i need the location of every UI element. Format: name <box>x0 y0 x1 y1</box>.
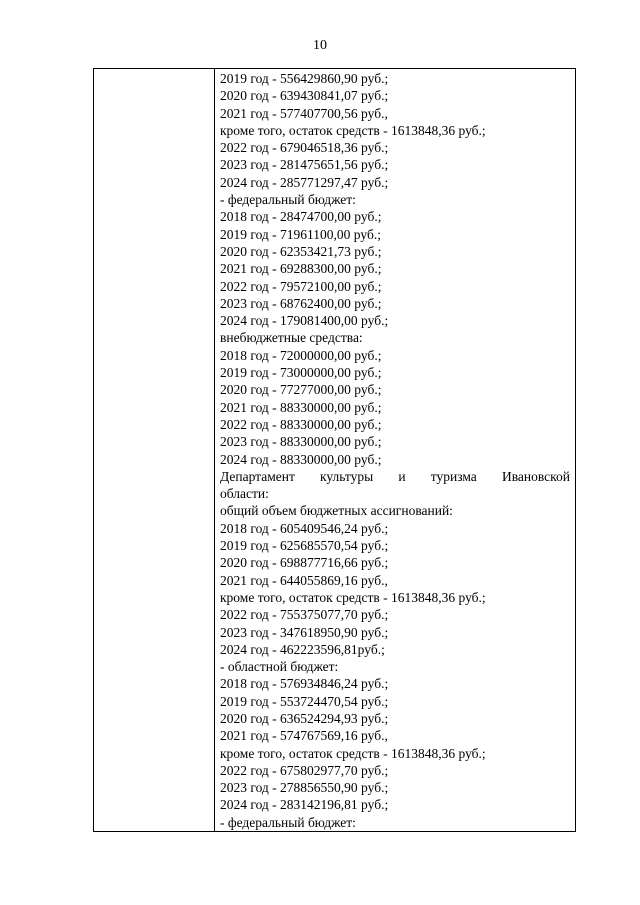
text-line: 2020 год - 77277000,00 руб.; <box>220 382 382 398</box>
text-line: 2024 год - 285771297,47 руб.; <box>220 174 389 190</box>
text-line: общий объем бюджетных ассигнований: <box>220 503 453 519</box>
text-line: 2023 год - 281475651,56 руб.; <box>220 157 389 173</box>
text-line: 2024 год - 283142196,81 руб.; <box>220 797 389 813</box>
text-line: кроме того, остаток средств - 1613848,36 руб.; <box>220 589 486 605</box>
text-line: 2019 год - 71961100,00 руб.; <box>220 226 381 242</box>
text-line: 2023 год - 68762400,00 руб.; <box>220 295 382 311</box>
text-line: 2019 год - 556429860,90 руб.; <box>220 71 389 86</box>
column-divider <box>214 69 215 831</box>
text-line: 2018 год - 576934846,24 руб.; <box>220 676 389 692</box>
text-line: 2022 год - 755375077,70 руб.; <box>220 607 389 623</box>
text-line: 2020 год - 62353421,73 руб.; <box>220 243 382 259</box>
text-line: 2021 год - 577407700,56 руб., <box>220 105 388 121</box>
text-line: 2024 год - 88330000,00 руб.; <box>220 451 382 467</box>
text-line: 2019 год - 73000000,00 руб.; <box>220 365 382 381</box>
page-number: 10 <box>313 38 327 53</box>
text-line: 2021 год - 644055869,16 руб., <box>220 572 388 588</box>
text-line: 2024 год - 462223596,81руб.; <box>220 641 385 657</box>
budget-table <box>93 68 576 832</box>
text-line: внебюджетные средства: <box>220 330 363 346</box>
text-line: 2021 год - 69288300,00 руб.; <box>220 261 382 277</box>
text-line: - федеральный бюджет: <box>220 814 356 830</box>
text-line: 2023 год - 278856550,90 руб.; <box>220 780 389 796</box>
text-line: кроме того, остаток средств - 1613848,36 руб.; <box>220 745 486 761</box>
text-line: 2018 год - 605409546,24 руб.; <box>220 520 389 536</box>
text-line: 2023 год - 347618950,90 руб.; <box>220 624 389 640</box>
text-line: - федеральный бюджет: <box>220 192 356 208</box>
text-line: - областной бюджет: <box>220 659 339 675</box>
text-line: области: <box>220 486 269 502</box>
text-line: 2020 год - 636524294,93 руб.; <box>220 710 389 726</box>
text-line: 2023 год - 88330000,00 руб.; <box>220 434 382 450</box>
table-cell-budget-text <box>220 70 570 831</box>
text-line: 2019 год - 553724470,54 руб.; <box>220 693 389 709</box>
text-line: 2018 год - 28474700,00 руб.; <box>220 209 382 225</box>
text-line: кроме того, остаток средств - 1613848,36 руб.; <box>220 122 486 138</box>
text-line: 2020 год - 639430841,07 руб.; <box>220 88 389 104</box>
text-line: 2022 год - 679046518,36 руб.; <box>220 140 389 156</box>
table-cell-left-empty <box>94 69 214 831</box>
text-line: 2022 год - 79572100,00 руб.; <box>220 278 382 294</box>
department-heading: Департамент культуры и туризма Ивановской <box>220 468 570 484</box>
text-line: 2020 год - 698877716,66 руб.; <box>220 555 389 571</box>
text-line: 2022 год - 88330000,00 руб.; <box>220 416 382 432</box>
text-line: 2018 год - 72000000,00 руб.; <box>220 347 382 363</box>
text-line: 2024 год - 179081400,00 руб.; <box>220 313 389 329</box>
text-line: 2021 год - 88330000,00 руб.; <box>220 399 382 415</box>
text-line: 2019 год - 625685570,54 руб.; <box>220 538 389 554</box>
text-line: 2021 год - 574767569,16 руб., <box>220 728 388 744</box>
text-line: 2022 год - 675802977,70 руб.; <box>220 762 389 778</box>
